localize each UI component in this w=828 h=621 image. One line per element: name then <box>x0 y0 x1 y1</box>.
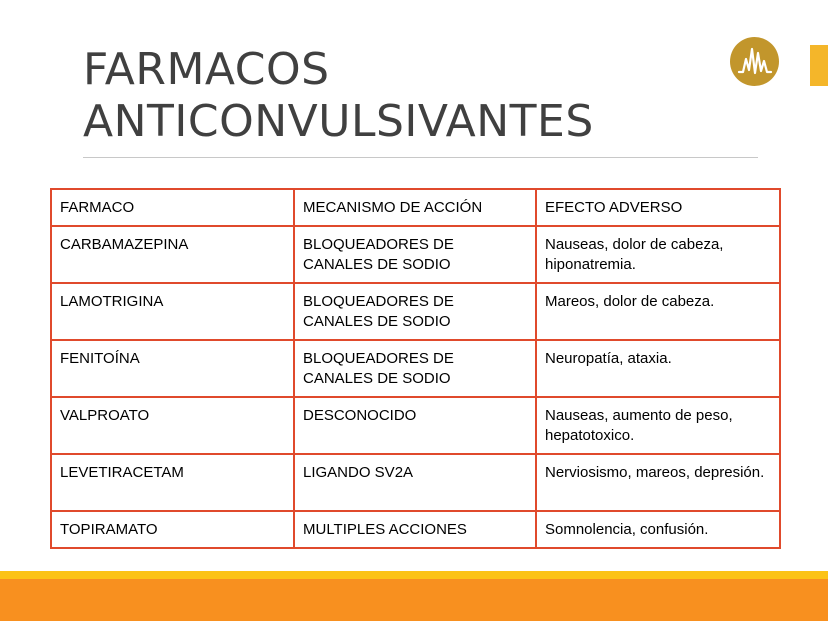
adverse-effect-cell: Nauseas, aumento de peso, hepatotoxico. <box>536 397 780 454</box>
header-cell-mecanismo: MECANISMO DE ACCIÓN <box>294 189 536 226</box>
table-row <box>51 226 780 283</box>
table-header-row <box>51 189 780 226</box>
drug-name-cell: LEVETIRACETAM <box>51 454 294 511</box>
adverse-effect-cell: Neuropatía, ataxia. <box>536 340 780 397</box>
mechanism-cell: LIGANDO SV2A <box>294 454 536 511</box>
footer-band-orange <box>0 579 828 621</box>
adverse-effect-cell: Nauseas, dolor de cabeza, hiponatremia. <box>536 226 780 283</box>
corner-accent-bar <box>810 45 828 86</box>
table-row <box>51 283 780 340</box>
adverse-effect-cell: Mareos, dolor de cabeza. <box>536 283 780 340</box>
mechanism-cell: BLOQUEADORES DE CANALES DE SODIO <box>294 283 536 340</box>
table-row <box>51 397 780 454</box>
mechanism-cell: BLOQUEADORES DE CANALES DE SODIO <box>294 226 536 283</box>
header-cell-efecto: EFECTO ADVERSO <box>536 189 780 226</box>
drug-name-cell: LAMOTRIGINA <box>51 283 294 340</box>
footer-band-yellow <box>0 571 828 579</box>
slide-title-line-1: FARMACOS <box>83 44 330 95</box>
slide-title <box>83 44 594 148</box>
table-row <box>51 511 780 548</box>
drug-name-cell: CARBAMAZEPINA <box>51 226 294 283</box>
adverse-effect-cell: Nerviosismo, mareos, depresión. <box>536 454 780 511</box>
mechanism-cell: MULTIPLES ACCIONES <box>294 511 536 548</box>
drug-table <box>50 188 781 549</box>
waveform-logo-icon <box>730 37 779 86</box>
slide-title-line-2: ANTICONVULSIVANTES <box>83 96 594 147</box>
adverse-effect-cell: Somnolencia, confusión. <box>536 511 780 548</box>
mechanism-cell: BLOQUEADORES DE CANALES DE SODIO <box>294 340 536 397</box>
table-row <box>51 340 780 397</box>
table-row <box>51 454 780 511</box>
header-cell-farmaco: FARMACO <box>51 189 294 226</box>
drug-name-cell: VALPROATO <box>51 397 294 454</box>
mechanism-cell: DESCONOCIDO <box>294 397 536 454</box>
drug-name-cell: TOPIRAMATO <box>51 511 294 548</box>
title-divider <box>83 157 758 158</box>
drug-name-cell: FENITOÍNA <box>51 340 294 397</box>
